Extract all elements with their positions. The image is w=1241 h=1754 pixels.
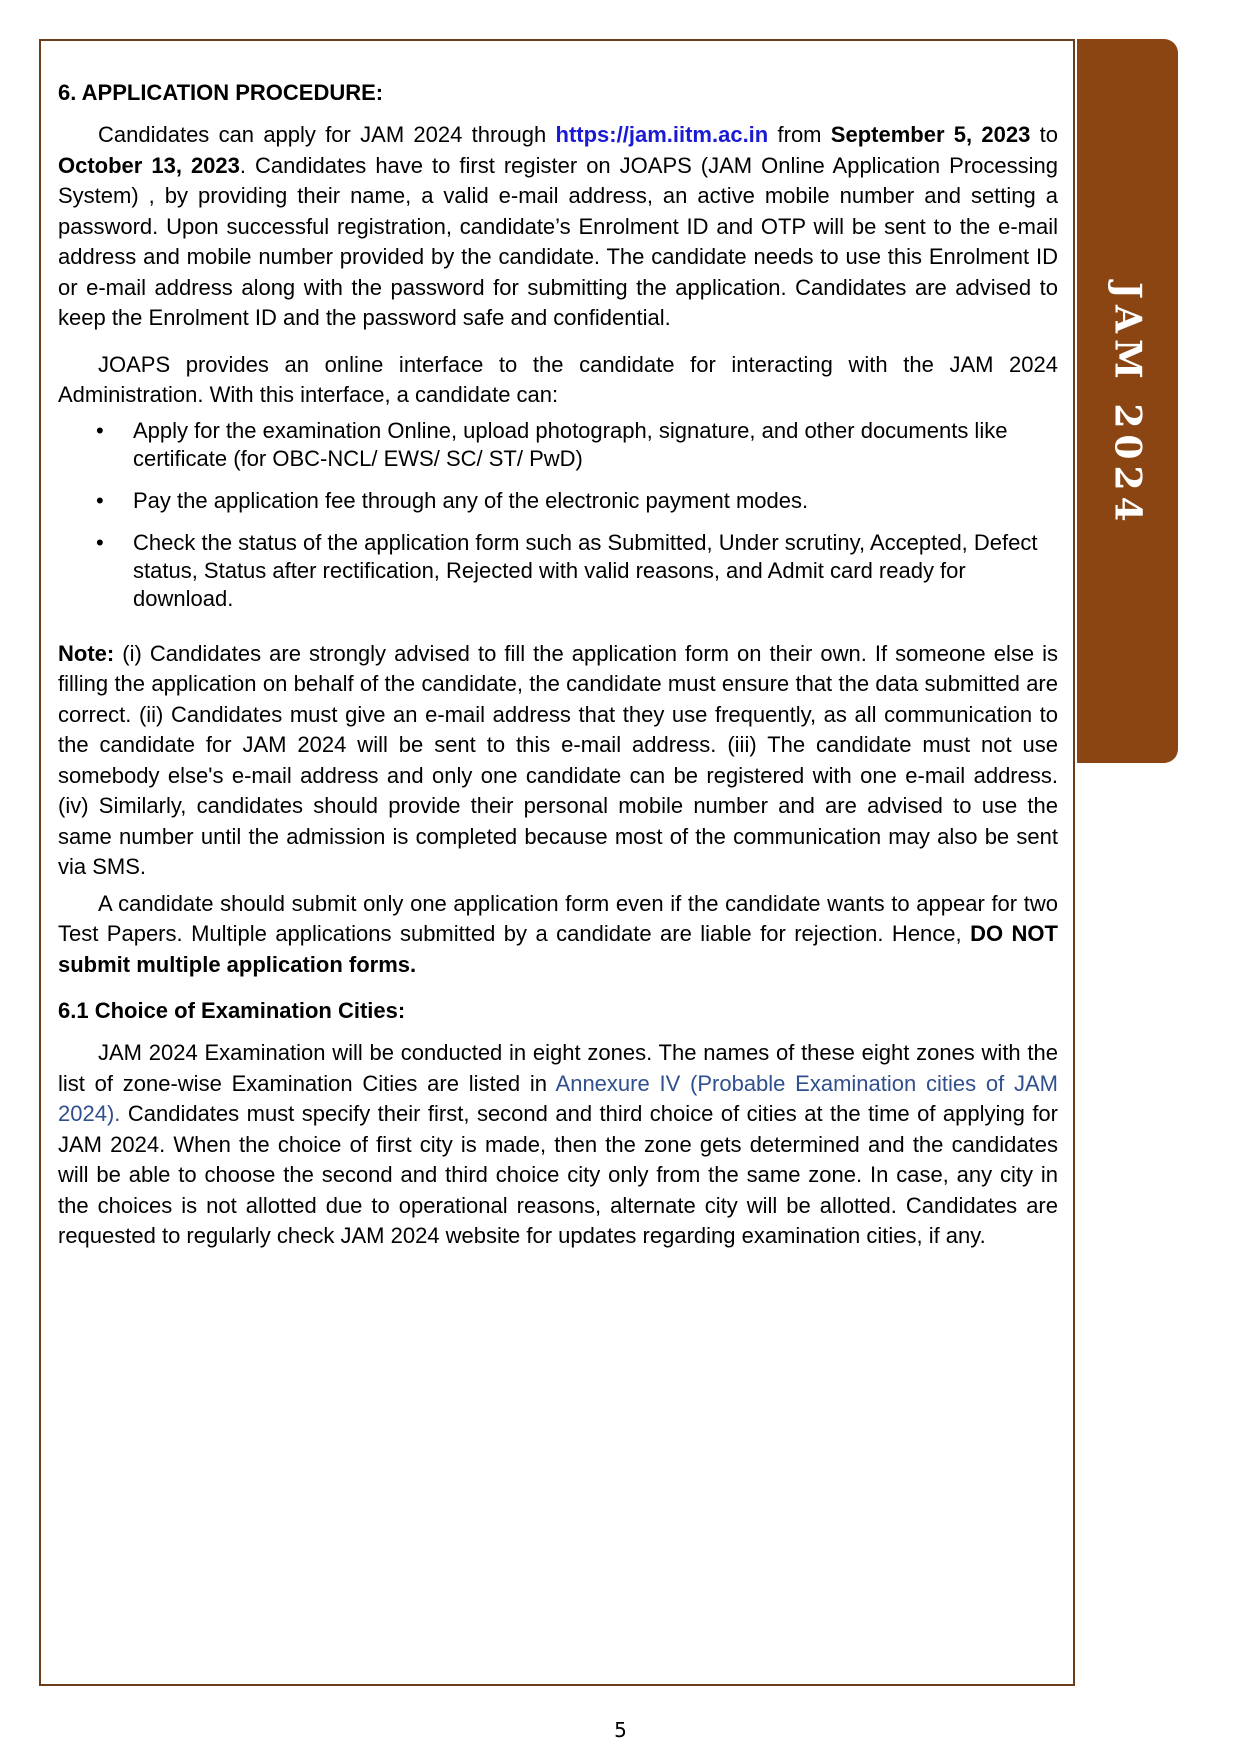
note-label: Note:	[58, 640, 115, 666]
annexure-link[interactable]: Annexure IV (Probable Examination cities of JAM 2024).	[58, 1070, 1058, 1126]
joaps-paragraph: JOAPS provides an online interface to the candidate for interacting with the JAM 2024 Administration. With this interface, a candidate can:	[58, 351, 1058, 407]
start-date: September 5, 2023	[830, 122, 1031, 147]
side-tab-label: JAM 2024	[1106, 282, 1149, 528]
intro-text-1: Candidates can apply for JAM 2024 through	[98, 122, 556, 147]
page-content	[58, 78, 1058, 1268]
list-item-text: Check the status of the application form such as Submitted, Under scrutiny, Accepted, Defect status, Status after rectification, Rejected with valid reasons, and Admit card ready for download.	[133, 529, 1038, 611]
note-text: (i) Candidates are strongly advised to fill the application form on their own. If someone else is filling the application on behalf of the candidate, the candidate must ensure that the data submitted are correct. (ii) Candidates must give an e-mail address that they use frequently, as all communication to the candidate for JAM 2024 will be sent to this e-mail address. (iii) The candidate must not use somebody else's e-mail address and only one candidate can be registered with one e-mail address. (iv) Similarly, candidates should provide their personal mobile number and are advised to use the same number until the admission is completed because most of the communication may also be sent via SMS.	[58, 640, 1058, 879]
list-item-text: Pay the application fee through any of the electronic payment modes.	[133, 487, 809, 513]
intro-paragraph	[58, 120, 1058, 334]
list-item	[58, 417, 1058, 473]
bullet-icon: •	[96, 487, 104, 513]
exam-cities-text-2: Candidates must specify their first, second and third choice of cities at the time of applying for JAM 2024. When the choice of first city is made, then the zone gets determined and the candidates will be able to choose the second and third choice city only from the same zone. In case, any city in the choices is not allotted due to operational reasons, alternate city will be allotted. Candidates are requested to regularly check JAM 2024 website for updates regarding examination cities, if any.	[58, 1101, 1058, 1248]
list-item	[58, 529, 1058, 613]
subsection-heading: 6.1 Choice of Examination Cities:	[58, 998, 406, 1023]
list-item	[58, 487, 1058, 515]
page-number: 5	[614, 1718, 627, 1742]
jam-website-link[interactable]: https://jam.iitm.ac.in	[555, 122, 769, 147]
section-heading: 6. APPLICATION PROCEDURE:	[58, 80, 384, 105]
bullet-icon: •	[96, 417, 104, 443]
intro-text-4: . Candidates have to first register on JOAPS (JAM Online Application Processing System) , by providing their name, a valid e-mail address, an active mobile number and setting a password. Upon successful registration, candidate’s Enrolment ID and OTP will be sent to the e-mail address and mobile number provided by the candidate. The candidate needs to use this Enrolment ID or e-mail address along with the password for submitting the application. Candidates are advised to keep the Enrolment ID and the password safe and confidential.	[58, 152, 1058, 330]
single-application-text: A candidate should submit only one application form even if the candidate wants to appear for two Test Papers. Multiple applications submitted by a candidate are liable for rejection. Hence,	[58, 890, 1058, 946]
intro-text-2: from	[768, 122, 831, 147]
end-date: October 13, 2023	[58, 152, 240, 178]
bullet-icon: •	[96, 529, 104, 555]
side-tab	[1077, 39, 1178, 763]
single-application-paragraph	[58, 889, 1058, 981]
intro-text-3: to	[1030, 122, 1058, 147]
single-application-warning: DO NOT submit multiple application forms.	[58, 921, 1058, 977]
joaps-features-list	[58, 417, 1058, 613]
list-item-text: Apply for the examination Online, upload photograph, signature, and other documents like certificate (for OBC-NCL/ EWS/ SC/ ST/ PwD)	[133, 417, 1008, 471]
exam-cities-text-1: JAM 2024 Examination will be conducted in eight zones. The names of these eight zones with the list of zone-wise Examination Cities are listed in	[58, 1040, 1058, 1096]
note-paragraph	[58, 639, 1058, 883]
exam-cities-paragraph	[58, 1038, 1058, 1252]
